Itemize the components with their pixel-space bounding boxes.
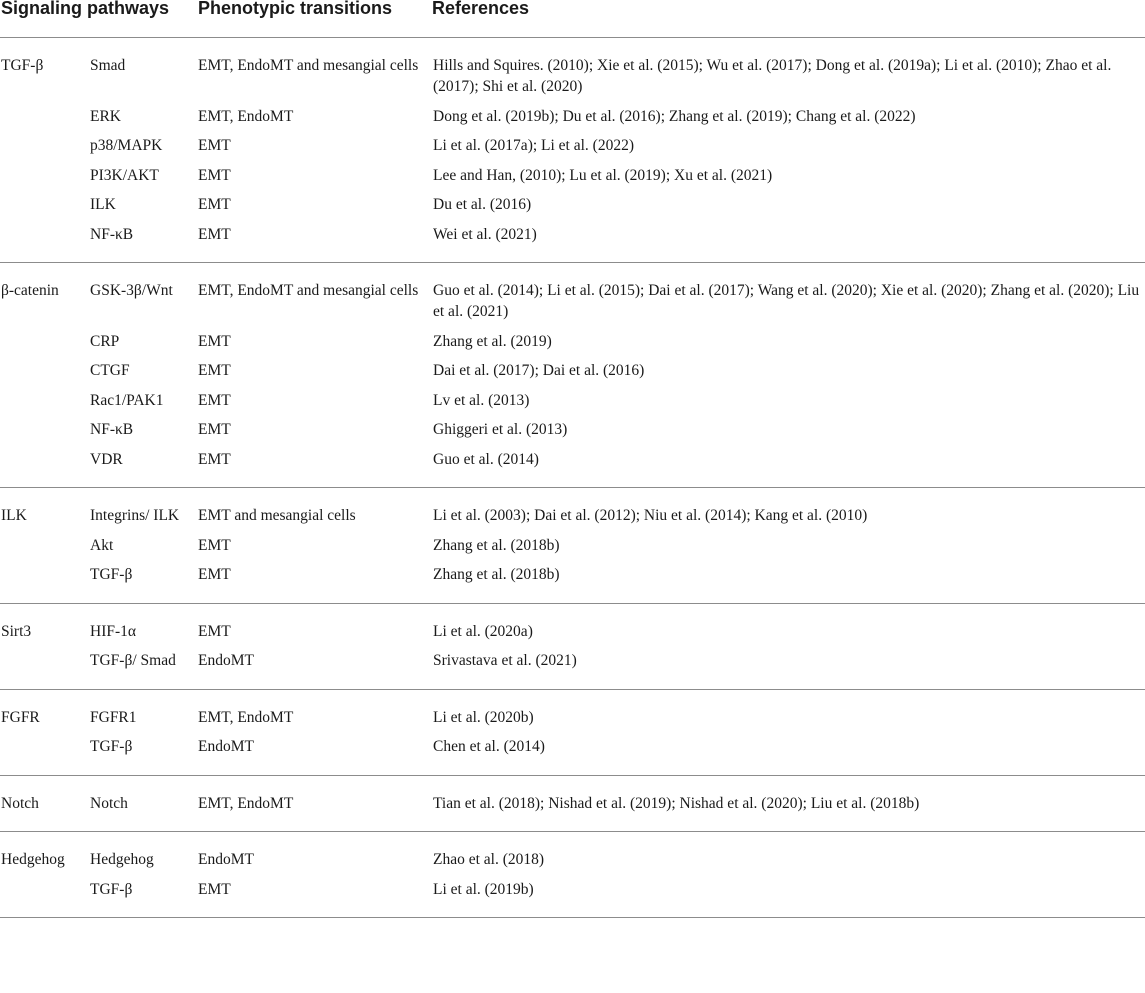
pathway-name-cell: Notch [1,794,39,812]
sub-pathway-cell: ILK [90,196,116,213]
sub-pathway-cell: FGFR1 [90,708,137,726]
pathway-group [0,689,1145,775]
phenotypic-transition-cell: EMT [198,450,231,468]
pathway-name-cell [0,419,90,440]
table-row [0,165,1145,186]
sub-pathway-cell: TGF-β [90,738,133,755]
phenotypic-transition-cell: EMT, EndoMT and mesangial cells [198,57,419,74]
table-row [0,564,1145,585]
pathway-name-cell: TGF-β [1,57,44,74]
pathway-name-cell [0,650,90,671]
phenotypic-transition-cell: EMT [198,332,231,350]
table-row [0,280,1145,322]
references-cell: Lee and Han, (2010); Lu et al. (2019); Xu et al. (2021) [433,166,773,184]
references-cell: Guo et al. (2014); Li et al. (2015); Dai et al. (2017); Wang et al. (2020); Xie et al. (2020); Zhang et al. (2020); Liu et al. (2021) [433,282,1140,320]
phenotypic-transition-cell: EMT [198,622,231,640]
references-cell: Li et al. (2019b) [433,880,534,898]
pathway-name-cell [0,736,90,757]
phenotypic-transition-cell: EMT, EndoMT [198,794,294,812]
phenotypic-transition-cell: EMT, EndoMT [198,107,294,125]
references-cell: Chen et al. (2014) [433,738,545,755]
table-row [0,650,1145,671]
references-cell: Lv et al. (2013) [433,391,530,409]
pathway-name-cell [0,449,90,470]
phenotypic-transition-cell: EMT, EndoMT and mesangial cells [198,282,419,299]
references-cell: Zhang et al. (2018b) [433,536,560,554]
table-row [0,505,1145,526]
table-row [0,106,1145,127]
sub-pathway-cell: VDR [90,450,123,468]
phenotypic-transition-cell: EndoMT [198,738,254,755]
references-cell: Srivastava et al. (2021) [433,652,577,669]
phenotypic-transition-cell: EMT [198,137,231,154]
table-row [0,224,1145,245]
pathway-name-cell [0,331,90,352]
table-row [0,55,1145,97]
sub-pathway-cell: Notch [90,794,128,812]
table-row [0,194,1145,215]
pathway-name-cell: FGFR [1,708,40,726]
pathway-group [0,775,1145,832]
sub-pathway-cell: Hedgehog [90,851,154,868]
references-cell: Zhao et al. (2018) [433,851,545,868]
table-row [0,707,1145,728]
pathway-group [0,603,1145,689]
sub-pathway-cell: p38/MAPK [90,137,163,154]
pathway-group [0,262,1145,487]
phenotypic-transition-cell: EndoMT [198,652,254,669]
sub-pathway-cell: PI3K/AKT [90,166,159,184]
phenotypic-transition-cell: EMT [198,166,231,184]
references-cell: Du et al. (2016) [433,196,532,213]
phenotypic-transition-cell: EMT [198,566,231,583]
table-bottom-rule [0,917,1145,918]
sub-pathway-cell: TGF-β [90,880,133,898]
table-row [0,419,1145,440]
table-body [0,37,1145,917]
references-cell: Zhang et al. (2018b) [433,566,560,583]
phenotypic-transition-cell: EMT [198,391,231,409]
references-cell: Tian et al. (2018); Nishad et al. (2019); Nishad et al. (2020); Liu et al. (2018b) [433,794,920,812]
sub-pathway-cell: NF-κB [90,421,134,438]
pathway-group [0,831,1145,917]
pathway-name-cell [0,360,90,381]
table-row [0,390,1145,411]
pathway-name-cell: Hedgehog [1,851,65,868]
phenotypic-transition-cell: EMT, EndoMT [198,708,294,726]
table-header [0,0,1145,37]
header-signaling-pathways: Signaling pathways [1,0,170,18]
phenotypic-transition-cell: EMT [198,536,231,554]
references-cell: Dong et al. (2019b); Du et al. (2016); Zhang et al. (2019); Chang et al. (2022) [433,107,916,125]
references-cell: Ghiggeri et al. (2013) [433,421,568,438]
pathway-name-cell [0,194,90,215]
table-row [0,331,1145,352]
references-cell: Hills and Squires. (2010); Xie et al. (2015); Wu et al. (2017); Dong et al. (2019a); Li et al. (2010); Zhao et al. (2017); Shi et al. (2020) [433,57,1112,95]
pathway-name-cell [0,564,90,585]
pathway-name-cell [0,390,90,411]
references-cell: Li et al. (2003); Dai et al. (2012); Niu et al. (2014); Kang et al. (2010) [433,507,868,524]
sub-pathway-cell: CTGF [90,362,130,379]
sub-pathway-cell: Integrins/ ILK [90,507,180,524]
sub-pathway-cell: TGF-β/ Smad [90,652,176,669]
pathway-name-cell [0,106,90,127]
pathway-name-cell [0,879,90,900]
sub-pathway-cell: Rac1/PAK1 [90,391,164,409]
table-row [0,793,1145,814]
sub-pathway-cell: Akt [90,536,114,554]
pathway-name-cell: Sirt3 [1,622,32,640]
references-cell: Guo et al. (2014) [433,450,539,468]
sub-pathway-cell: TGF-β [90,566,133,583]
phenotypic-transition-cell: EMT [198,362,231,379]
pathway-name-cell [0,224,90,245]
phenotypic-transition-cell: EMT [198,225,231,243]
references-cell: Li et al. (2020b) [433,708,534,726]
sub-pathway-cell: HIF-1α [90,622,137,640]
sub-pathway-cell: ERK [90,107,121,125]
table-row [0,849,1145,870]
table-row [0,736,1145,757]
table-row [0,449,1145,470]
sub-pathway-cell: CRP [90,332,120,350]
phenotypic-transition-cell: EMT [198,196,231,213]
references-cell: Zhang et al. (2019) [433,332,552,350]
header-references: References [432,0,530,18]
pathway-name-cell [0,135,90,156]
table-row [0,360,1145,381]
sub-pathway-cell: GSK-3β/Wnt [90,282,173,299]
pathway-group [0,487,1145,603]
phenotypic-transition-cell: EMT [198,880,231,898]
table-row [0,879,1145,900]
pathway-name-cell: β-catenin [1,282,59,299]
pathway-name-cell [0,165,90,186]
sub-pathway-cell: Smad [90,57,126,74]
table-row [0,535,1145,556]
references-cell: Wei et al. (2021) [433,225,537,243]
sub-pathway-cell: NF-κB [90,225,134,243]
pathway-name-cell: ILK [1,507,27,524]
header-phenotypic-transitions: Phenotypic transitions [198,0,393,18]
table-row [0,135,1145,156]
references-cell: Dai et al. (2017); Dai et al. (2016) [433,362,645,379]
pathway-group [0,37,1145,262]
phenotypic-transition-cell: EMT and mesangial cells [198,507,356,524]
references-cell: Li et al. (2017a); Li et al. (2022) [433,137,635,154]
references-cell: Li et al. (2020a) [433,622,533,640]
phenotypic-transition-cell: EndoMT [198,851,254,868]
table-row [0,621,1145,642]
pathway-name-cell [0,535,90,556]
phenotypic-transition-cell: EMT [198,421,231,438]
